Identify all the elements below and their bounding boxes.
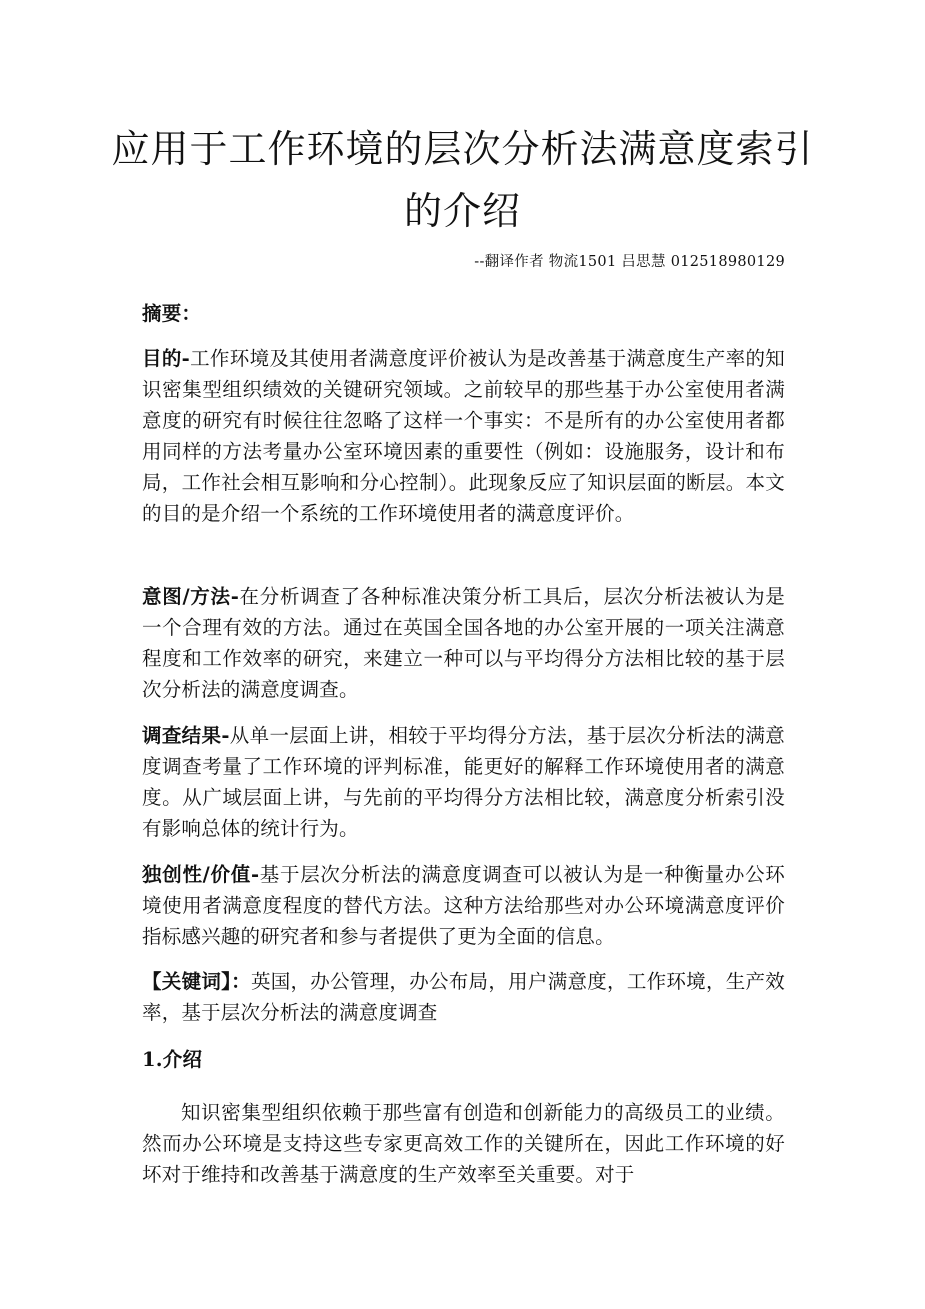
method-label: 意图/方法- xyxy=(142,585,240,608)
intro-paragraph: 知识密集型组织依赖于那些富有创造和创新能力的高级员工的业绩。然而办公环境是支持这些专家更高效工作的关键所在，因此工作环境的好坏对于维持和改善基于满意度的生产效率至关重要。对于 xyxy=(142,1101,785,1186)
findings-label: 调查结果- xyxy=(142,724,230,747)
keywords-text: 英国，办公管理，办公布局，用户满意度，工作环境，生产效率，基于层次分析法的满意度调查 xyxy=(142,970,785,1024)
originality-label: 独创性/价值- xyxy=(142,863,260,886)
keywords-label: 【关键词】： xyxy=(142,970,251,993)
method-text: 在分析调查了各种标准决策分析工具后，层次分析法被认为是一个合理有效的方法。通过在英国全国各地的办公室开展的一项关注满意程度和工作效率的研究，来建立一种可以与平均得分方法相比较的基于层次分析法的满意度调查。 xyxy=(142,585,785,701)
title-line-1: 应用于工作环境的层次分析法满意度索引 xyxy=(111,127,814,171)
title-line-2: 的介绍 xyxy=(403,189,521,233)
keywords-paragraph xyxy=(142,966,785,1028)
objective-text: 工作环境及其使用者满意度评价被认为是改善基于满意度生产率的知识密集型组织绩效的关键研究领域。之前较早的那些基于办公室使用者满意度的研究有时候往往忽略了这样一个事实：不是所有的办公室使用者都用同样的方法考量办公室环境因素的重要性（例如：设施服务，设计和布局，工作社会相互影响和分心控制）。此现象反应了知识层面的断层。本文的目的是介绍一个系统的工作环境使用者的满意度评价。 xyxy=(142,347,785,525)
findings-text: 从单一层面上讲，相较于平均得分方法，基于层次分析法的满意度调查考量了工作环境的评判标准，能更好的解释工作环境使用者的满意度。从广域层面上讲，与先前的平均得分方法相比较，满意度分析索引没有影响总体的统计行为。 xyxy=(142,724,786,840)
objective-label: 目的- xyxy=(142,347,190,370)
intro-heading: 1.介绍 xyxy=(142,1048,203,1071)
abstract-heading: 摘要： xyxy=(142,302,202,325)
method-paragraph xyxy=(142,581,785,705)
originality-text: 基于层次分析法的满意度调查可以被认为是一种衡量办公环境使用者满意度程度的替代方法。这种方法给那些对办公环境满意度评价指标感兴趣的研究者和参与者提供了更为全面的信息。 xyxy=(142,863,785,948)
objective-paragraph xyxy=(142,343,785,529)
byline: --翻译作者 物流1501 吕思慧 012518980129 xyxy=(474,254,785,270)
originality-paragraph xyxy=(142,859,785,952)
findings-paragraph xyxy=(142,720,785,844)
document-title xyxy=(100,118,825,242)
